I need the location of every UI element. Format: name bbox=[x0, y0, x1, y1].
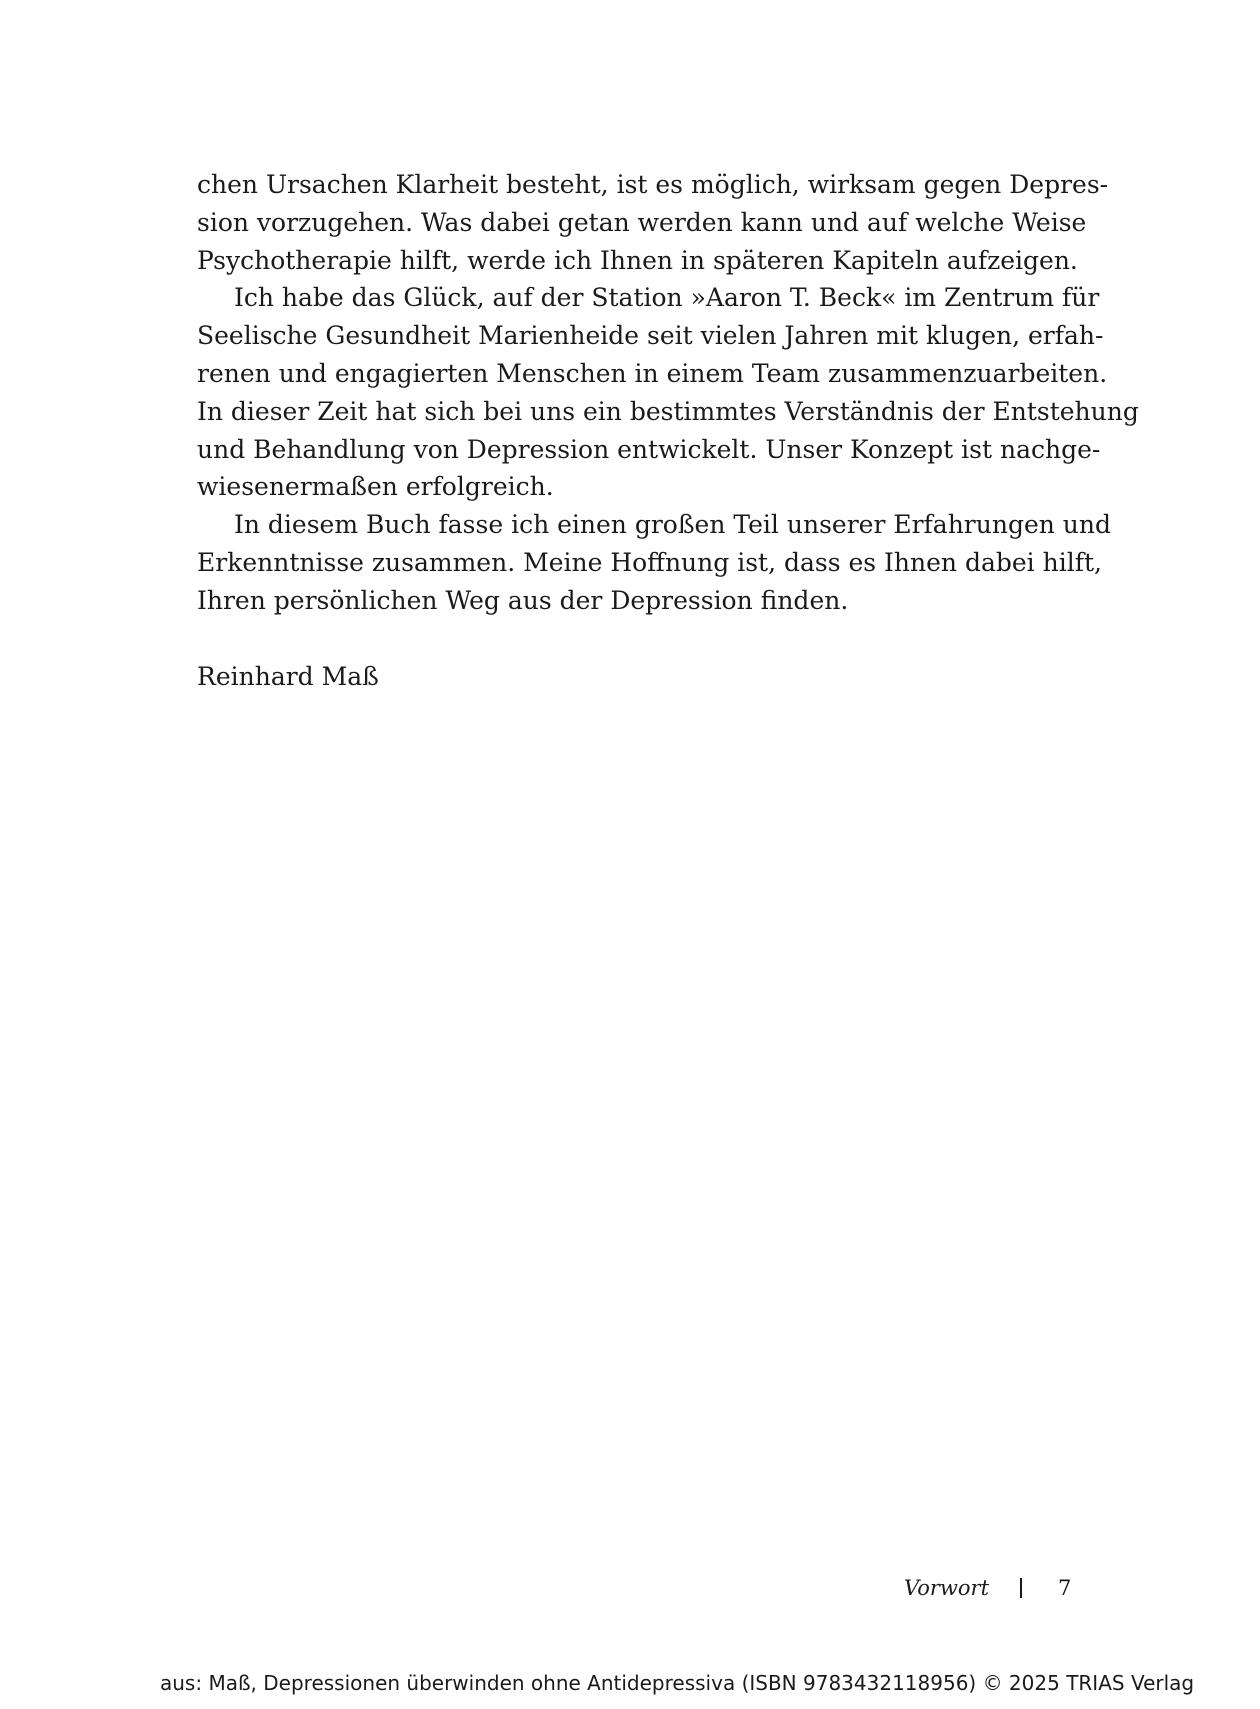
text-line: Ihren persönlichen Weg aus der Depression finden. bbox=[197, 585, 849, 615]
source-credit: aus: Maß, Depressionen überwinden ohne Antidepressiva (ISBN 9783432118956) © 2025 TRIAS Verlag bbox=[160, 1671, 1195, 1695]
text-line: Seelische Gesundheit Marienheide seit vielen Jahren mit klugen, erfah- bbox=[197, 321, 1104, 351]
running-footer bbox=[880, 1570, 1080, 1606]
body-text bbox=[197, 166, 1139, 620]
text-line: Erkenntnisse zusammen. Meine Hoffnung ist, dass es Ihnen dabei hilft, bbox=[197, 547, 1102, 577]
text-line: Ich habe das Glück, auf der Station »Aaron T. Beck« im Zentrum für bbox=[234, 283, 1100, 313]
text-line: In diesem Buch fasse ich einen großen Teil unserer Erfahrungen und bbox=[234, 510, 1112, 540]
text-line: Psychotherapie hilft, werde ich Ihnen in späteren Kapiteln aufzeigen. bbox=[197, 245, 1078, 275]
text-line: sion vorzugehen. Was dabei getan werden kann und auf welche Weise bbox=[197, 207, 1087, 237]
text-line: chen Ursachen Klarheit besteht, ist es möglich, wirksam gegen Depres- bbox=[197, 170, 1109, 199]
page-number: 7 bbox=[1058, 1576, 1072, 1600]
text-line: renen und engagierten Menschen in einem Team zusammenzuarbeiten. bbox=[197, 358, 1108, 388]
text-line: und Behandlung von Depression entwickelt. Unser Konzept ist nachge- bbox=[197, 434, 1101, 464]
text-line: In dieser Zeit hat sich bei uns ein bestimmtes Verständnis der Entstehung bbox=[197, 396, 1139, 426]
author-signature: Reinhard Maß bbox=[197, 662, 379, 691]
footer-divider bbox=[1020, 1578, 1022, 1598]
footer-section-title: Vorwort bbox=[904, 1576, 990, 1600]
text-line: wiesenermaßen erfolgreich. bbox=[197, 472, 554, 502]
